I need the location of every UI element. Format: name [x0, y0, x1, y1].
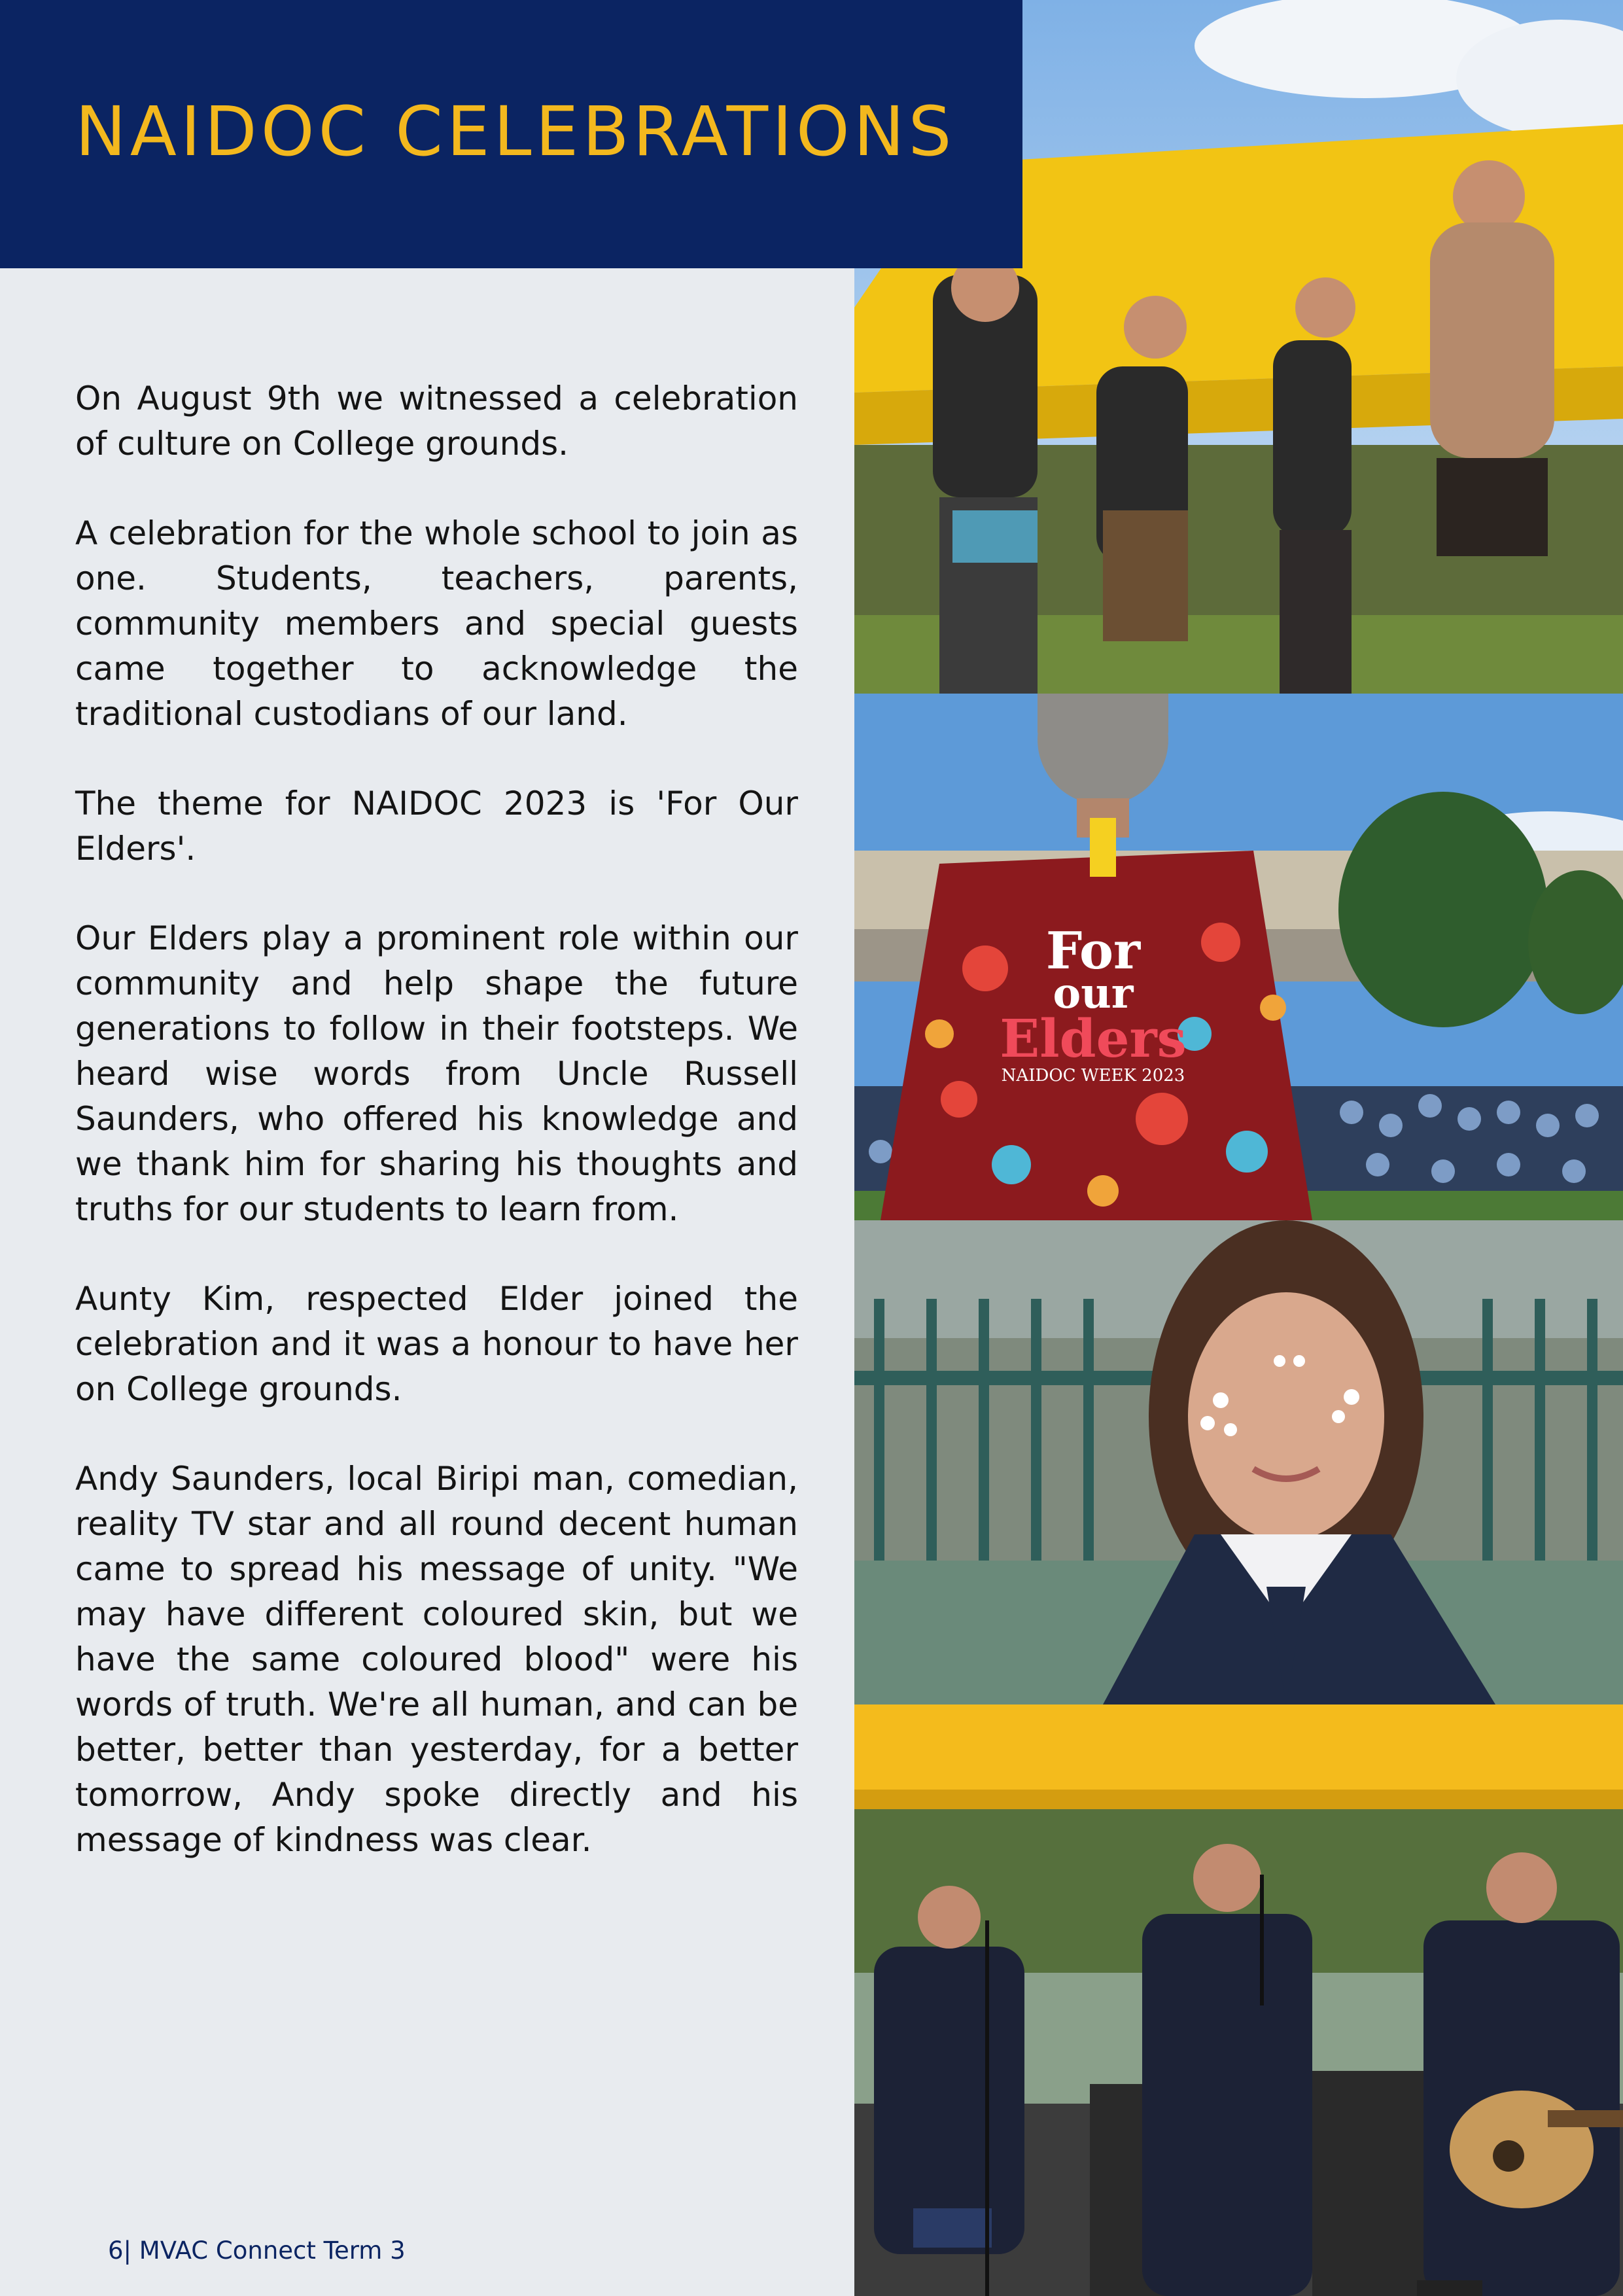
paragraph-theme: The theme for NAIDOC 2023 is 'For Our Elders'. [75, 785, 798, 868]
footer-separator: | [123, 2236, 132, 2265]
shirt-text-for: For [1045, 921, 1141, 981]
paragraph-celebration: A celebration for the whole school to join as one. Students, teachers, parents, community members and special guests came together to acknowledge the traditional custodians of our land. [75, 514, 798, 733]
shirt-text-naidoc-week: NAIDOC WEEK 2023 [1001, 1066, 1185, 1086]
paragraph-andy-saunders: Andy Saunders, local Biripi man, comedian, reality TV star and all round decent human came to spread his message of unity. "We may have different coloured skin, but we have the same coloured blood" were his words of truth. We're all human, and can be better, better than yesterday, for a better tomorrow, Andy spoke directly and his message of kindness was clear. [75, 1460, 798, 1859]
photo-performers [854, 1704, 1623, 2296]
page-footer [108, 2236, 406, 2265]
shirt-text-elders: Elders [1000, 1008, 1187, 1069]
paragraph-aunty-kim: Aunty Kim, respected Elder joined the celebration and it was a honour to have her on College grounds. [75, 1280, 798, 1408]
photo-elder-shirt [854, 694, 1623, 1220]
publication-name: MVAC Connect Term 3 [139, 2236, 406, 2265]
photo-student-portrait [854, 1220, 1623, 1704]
page-number: 6 [108, 2236, 124, 2265]
paragraph-intro: On August 9th we witnessed a celebration of culture on College grounds. [75, 380, 798, 463]
header-band [0, 0, 1022, 268]
article-body [75, 376, 798, 1907]
photo-column [854, 0, 1623, 2296]
page-title: NAIDOC CELEBRATIONS [75, 92, 956, 171]
shirt-text-our: our [1053, 969, 1134, 1018]
paragraph-elders: Our Elders play a prominent role within our community and help shape the future generations to follow in their footsteps. We heard wise words from Uncle Russell Saunders, who offered his knowledge and we thank him for sharing his thoughts and truths for our students to learn from. [75, 919, 798, 1228]
